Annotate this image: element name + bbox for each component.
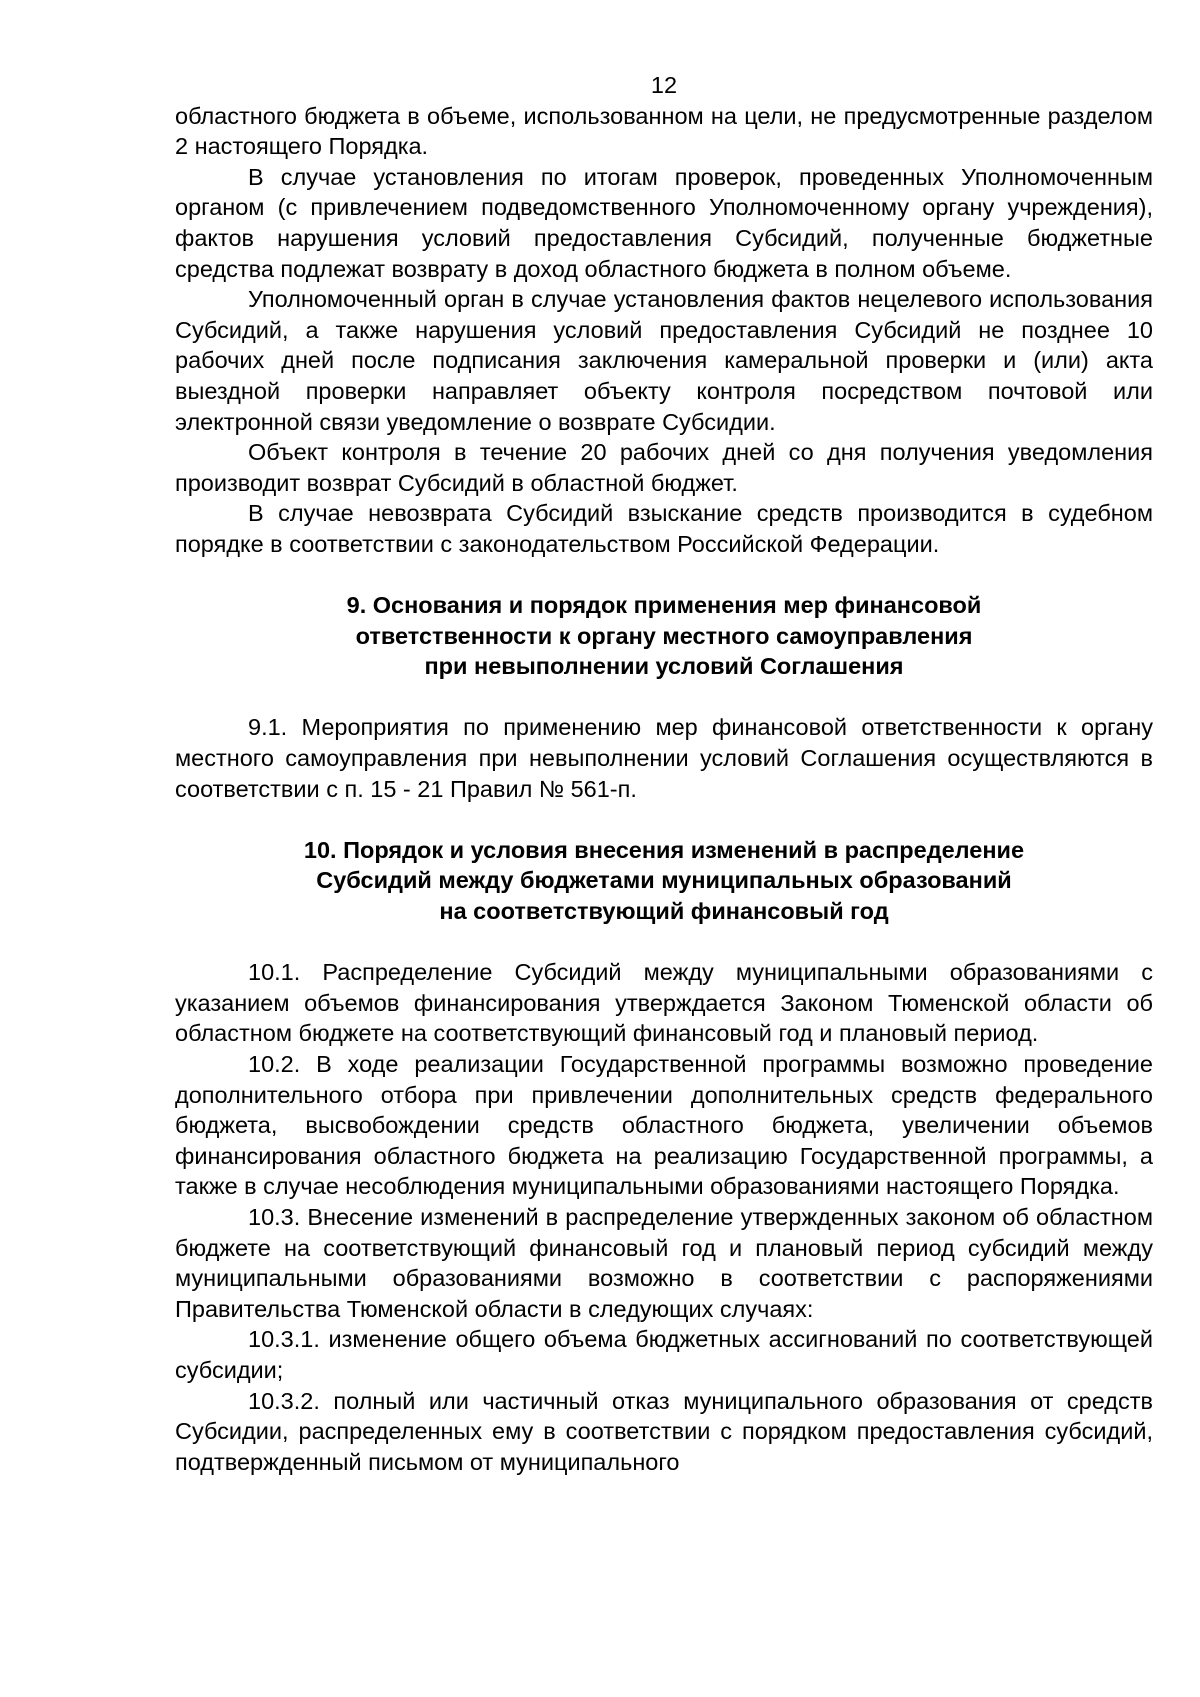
section-10-heading-line: на соответствующий финансовый год [439, 898, 889, 925]
paragraph-10-3-1: 10.3.1. изменение общего объема бюджетных ассигнований по соответствующей субсидии; [175, 1326, 1153, 1383]
section-10-heading [175, 835, 1153, 927]
paragraph-continuation: областного бюджета в объеме, использованном на цели, не предусмотренные разделом 2 настоящего Порядка. [175, 102, 1153, 160]
paragraph-misuse-notification: Уполномоченный орган в случае установления фактов нецелевого использования Субсидий, а также нарушения условий предоставления Субсидий не позднее 10 рабочих дней после подписания заключения камеральной проверки и (или) акта выездной проверки направляет объекту контроля посредством почтовой или электронной связи уведомление о возврате Субсидии. [175, 286, 1153, 435]
section-10-heading-line: Субсидий между бюджетами муниципальных образований [316, 867, 1012, 894]
paragraph-10-3-2: 10.3.2. полный или частичный отказ муниципального образования от средств Субсидии, распределенных ему в соответствии с порядком предоставления субсидий, подтвержденный письмом от муниципального [175, 1387, 1153, 1475]
paragraph-10-2: 10.2. В ходе реализации Государственной программы возможно проведение дополнительного отбора при привлечении дополнительных средств федерального бюджета, высвобождении средств областного бюджета, увеличении объемов финансирования областного бюджета на реализацию Государственной программы, а также в случае несоблюдения муниципальными образованиями настоящего Порядка. [175, 1051, 1153, 1200]
paragraph-refund-deadline: Объект контроля в течение 20 рабочих дней со дня получения уведомления производит возврат Субсидий в областной бюджет. [175, 439, 1153, 496]
paragraph-inspection-violations: В случае установления по итогам проверок, проведенных Уполномоченным органом (с привлечением подведомственного Уполномоченному органу учреждения), фактов нарушения условий предоставления Субсидий, полученные бюджетные средства подлежат возврату в доход областного бюджета в полном объеме. [175, 163, 1153, 282]
paragraph-10-3: 10.3. Внесение изменений в распределение утвержденных законом об областном бюджете на соответствующий финансовый год и плановый период субсидий между муниципальными образованиями возможно в соответствии с распоряжениями Правительства Тюменской области в следующих случаях: [175, 1203, 1153, 1322]
paragraph-court-recovery: В случае невозврата Субсидий взыскание средств производится в судебном порядке в соответствии с законодательством Российской Федерации. [175, 500, 1153, 557]
section-9-heading-line: 9. Основания и порядок применения мер финансовой [346, 592, 982, 619]
section-9-heading-line: ответственности к органу местного самоуправления [355, 622, 973, 649]
paragraph-9-1: 9.1. Мероприятия по применению мер финансовой ответственности к органу местного самоуправления при невыполнении условий Соглашения осуществляются в соответствии с п. 15 - 21 Правил № 561-п. [175, 714, 1153, 802]
section-9-heading [175, 590, 1153, 682]
page-number: 12 [650, 72, 678, 98]
document-page [175, 70, 1153, 1477]
section-9-heading-line: при невыполнении условий Соглашения [424, 653, 904, 680]
paragraph-10-1: 10.1. Распределение Субсидий между муниципальными образованиями с указанием объемов финансирования утверждается Законом Тюменской области об областном бюджете на соответствующий финансовый год и плановый период. [175, 959, 1153, 1047]
section-10-heading-line: 10. Порядок и условия внесения изменений в распределение [303, 836, 1025, 863]
